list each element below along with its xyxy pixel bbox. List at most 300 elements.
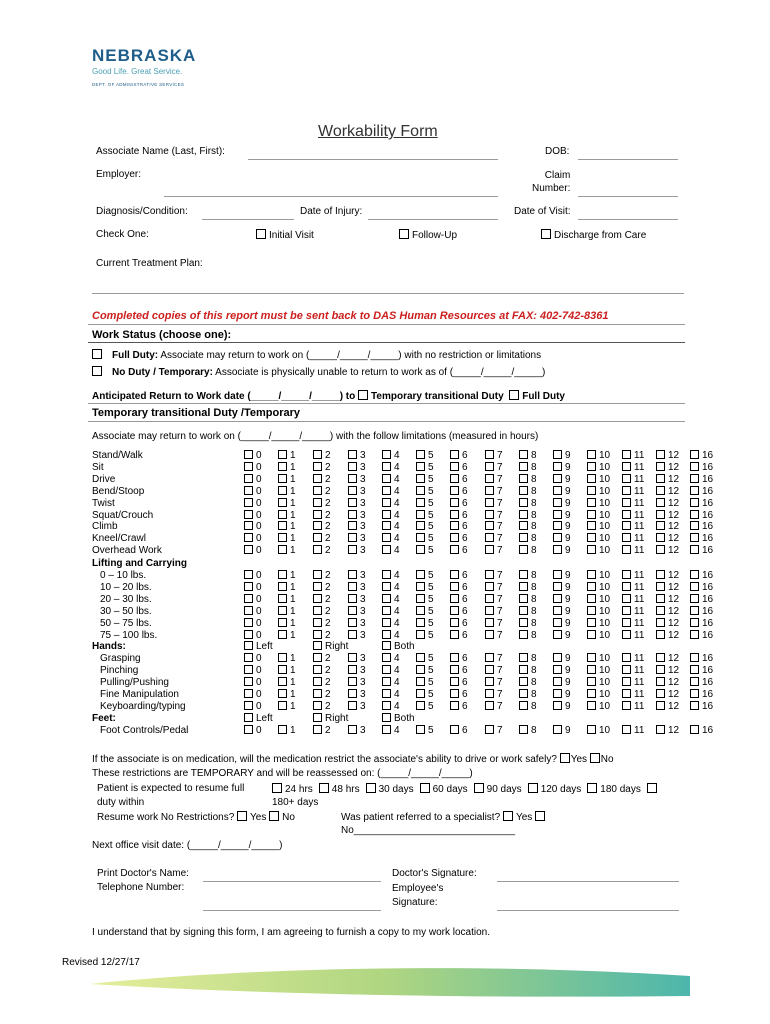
hands-4-checkbox-9[interactable]: [553, 701, 562, 710]
activity-7-checkbox-16[interactable]: [690, 533, 699, 542]
activity-7-checkbox-2[interactable]: [313, 533, 322, 542]
lifting-3-checkbox-9[interactable]: [553, 606, 562, 615]
lifting-5-checkbox-3[interactable]: [348, 630, 357, 639]
feet-0-checkbox-7[interactable]: [485, 725, 494, 734]
lifting-1-checkbox-16[interactable]: [690, 582, 699, 591]
hands-2-checkbox-9[interactable]: [553, 677, 562, 686]
activity-3-option-12[interactable]: [656, 486, 679, 497]
activity-7-option-8[interactable]: [519, 533, 537, 544]
hands-2-option-10[interactable]: [587, 677, 610, 688]
activity-8-option-4[interactable]: [382, 545, 400, 556]
hands-0-checkbox-1[interactable]: [278, 653, 287, 662]
hands-2-option-12[interactable]: [656, 677, 679, 688]
hands-1-option-2[interactable]: [313, 665, 331, 676]
lifting-0-checkbox-9[interactable]: [553, 570, 562, 579]
activity-2-option-11[interactable]: [622, 474, 644, 485]
lifting-4-option-1[interactable]: [278, 618, 296, 629]
activity-4-checkbox-3[interactable]: [348, 498, 357, 507]
activity-6-option-1[interactable]: [278, 521, 296, 532]
hands-0-checkbox-2[interactable]: [313, 653, 322, 662]
hands-0-option-8[interactable]: [519, 653, 537, 664]
hands-1-option-4[interactable]: [382, 665, 400, 676]
lifting-0-checkbox-4[interactable]: [382, 570, 391, 579]
lifting-4-option-2[interactable]: [313, 618, 331, 629]
activity-1-option-11[interactable]: [622, 462, 644, 473]
activity-6-option-8[interactable]: [519, 521, 537, 532]
activity-6-option-9[interactable]: [553, 521, 571, 532]
lifting-0-option-9[interactable]: [553, 570, 571, 581]
activity-1-option-4[interactable]: [382, 462, 400, 473]
activity-1-checkbox-16[interactable]: [690, 462, 699, 471]
activity-6-checkbox-3[interactable]: [348, 521, 357, 530]
activity-7-checkbox-6[interactable]: [450, 533, 459, 542]
activity-7-checkbox-5[interactable]: [416, 533, 425, 542]
duration-option-0[interactable]: [272, 784, 313, 795]
activity-1-checkbox-11[interactable]: [622, 462, 631, 471]
activity-8-checkbox-0[interactable]: [244, 545, 253, 554]
activity-0-option-4[interactable]: [382, 450, 400, 461]
lifting-4-option-8[interactable]: [519, 618, 537, 629]
activity-8-checkbox-11[interactable]: [622, 545, 631, 554]
hands-4-option-16[interactable]: [690, 701, 713, 712]
hands-right-checkbox[interactable]: [313, 641, 322, 650]
hands-left-option[interactable]: [244, 641, 273, 652]
hands-0-checkbox-9[interactable]: [553, 653, 562, 662]
activity-8-checkbox-12[interactable]: [656, 545, 665, 554]
hands-1-checkbox-5[interactable]: [416, 665, 425, 674]
lifting-0-checkbox-10[interactable]: [587, 570, 596, 579]
hands-0-checkbox-7[interactable]: [485, 653, 494, 662]
hands-1-option-11[interactable]: [622, 665, 644, 676]
feet-0-option-1[interactable]: [278, 725, 296, 736]
activity-3-checkbox-16[interactable]: [690, 486, 699, 495]
hands-4-checkbox-7[interactable]: [485, 701, 494, 710]
activity-4-checkbox-9[interactable]: [553, 498, 562, 507]
lifting-2-option-1[interactable]: [278, 594, 296, 605]
hands-1-checkbox-4[interactable]: [382, 665, 391, 674]
activity-7-option-7[interactable]: [485, 533, 503, 544]
activity-5-checkbox-10[interactable]: [587, 510, 596, 519]
activity-0-option-8[interactable]: [519, 450, 537, 461]
activity-1-checkbox-5[interactable]: [416, 462, 425, 471]
activity-5-option-2[interactable]: [313, 510, 331, 521]
print-name-line[interactable]: [203, 881, 381, 882]
hands-4-checkbox-5[interactable]: [416, 701, 425, 710]
hands-0-option-6[interactable]: [450, 653, 468, 664]
lifting-4-option-3[interactable]: [348, 618, 366, 629]
lifting-0-option-1[interactable]: [278, 570, 296, 581]
hands-4-checkbox-11[interactable]: [622, 701, 631, 710]
activity-5-option-9[interactable]: [553, 510, 571, 521]
lifting-3-checkbox-2[interactable]: [313, 606, 322, 615]
lifting-5-checkbox-7[interactable]: [485, 630, 494, 639]
activity-4-checkbox-10[interactable]: [587, 498, 596, 507]
activity-3-option-10[interactable]: [587, 486, 610, 497]
lifting-1-option-6[interactable]: [450, 582, 468, 593]
hands-1-checkbox-12[interactable]: [656, 665, 665, 674]
activity-0-checkbox-16[interactable]: [690, 450, 699, 459]
activity-3-checkbox-3[interactable]: [348, 486, 357, 495]
lifting-3-option-8[interactable]: [519, 606, 537, 617]
hands-4-option-11[interactable]: [622, 701, 644, 712]
activity-8-checkbox-4[interactable]: [382, 545, 391, 554]
feet-0-checkbox-12[interactable]: [656, 725, 665, 734]
hands-2-checkbox-10[interactable]: [587, 677, 596, 686]
hands-3-option-2[interactable]: [313, 689, 331, 700]
hands-4-option-3[interactable]: [348, 701, 366, 712]
activity-0-option-0[interactable]: [244, 450, 262, 461]
lifting-1-option-1[interactable]: [278, 582, 296, 593]
activity-5-option-3[interactable]: [348, 510, 366, 521]
feet-0-checkbox-6[interactable]: [450, 725, 459, 734]
activity-6-option-7[interactable]: [485, 521, 503, 532]
activity-3-checkbox-10[interactable]: [587, 486, 596, 495]
activity-2-checkbox-2[interactable]: [313, 474, 322, 483]
activity-3-option-7[interactable]: [485, 486, 503, 497]
hands-4-checkbox-12[interactable]: [656, 701, 665, 710]
lifting-1-checkbox-0[interactable]: [244, 582, 253, 591]
activity-4-checkbox-2[interactable]: [313, 498, 322, 507]
lifting-5-option-16[interactable]: [690, 630, 713, 641]
hands-3-option-1[interactable]: [278, 689, 296, 700]
lifting-1-checkbox-10[interactable]: [587, 582, 596, 591]
activity-0-checkbox-11[interactable]: [622, 450, 631, 459]
activity-7-option-12[interactable]: [656, 533, 679, 544]
hands-3-checkbox-7[interactable]: [485, 689, 494, 698]
activity-0-option-3[interactable]: [348, 450, 366, 461]
lifting-4-option-4[interactable]: [382, 618, 400, 629]
lifting-2-option-12[interactable]: [656, 594, 679, 605]
activity-6-checkbox-7[interactable]: [485, 521, 494, 530]
activity-8-checkbox-5[interactable]: [416, 545, 425, 554]
hands-4-checkbox-0[interactable]: [244, 701, 253, 710]
activity-3-checkbox-1[interactable]: [278, 486, 287, 495]
lifting-2-checkbox-1[interactable]: [278, 594, 287, 603]
activity-1-checkbox-12[interactable]: [656, 462, 665, 471]
duration-checkbox-extra[interactable]: [647, 783, 657, 793]
activity-7-option-5[interactable]: [416, 533, 434, 544]
lifting-5-checkbox-6[interactable]: [450, 630, 459, 639]
hands-2-option-3[interactable]: [348, 677, 366, 688]
hands-2-option-11[interactable]: [622, 677, 644, 688]
lifting-5-option-0[interactable]: [244, 630, 262, 641]
hands-both-option[interactable]: [382, 641, 415, 652]
lifting-4-checkbox-3[interactable]: [348, 618, 357, 627]
activity-2-option-12[interactable]: [656, 474, 679, 485]
feet-right-option[interactable]: [313, 713, 348, 724]
activity-6-checkbox-12[interactable]: [656, 521, 665, 530]
lifting-1-checkbox-8[interactable]: [519, 582, 528, 591]
activity-1-checkbox-6[interactable]: [450, 462, 459, 471]
activity-3-option-0[interactable]: [244, 486, 262, 497]
activity-6-checkbox-4[interactable]: [382, 521, 391, 530]
hands-0-option-1[interactable]: [278, 653, 296, 664]
hands-3-option-9[interactable]: [553, 689, 571, 700]
hands-3-option-6[interactable]: [450, 689, 468, 700]
activity-4-option-9[interactable]: [553, 498, 571, 509]
lifting-2-option-2[interactable]: [313, 594, 331, 605]
lifting-1-option-3[interactable]: [348, 582, 366, 593]
duration-checkbox[interactable]: [587, 783, 597, 793]
hands-4-option-9[interactable]: [553, 701, 571, 712]
activity-8-checkbox-2[interactable]: [313, 545, 322, 554]
lifting-2-checkbox-11[interactable]: [622, 594, 631, 603]
feet-0-option-12[interactable]: [656, 725, 679, 736]
lifting-4-option-12[interactable]: [656, 618, 679, 629]
lifting-3-checkbox-5[interactable]: [416, 606, 425, 615]
hands-right-option[interactable]: [313, 641, 348, 652]
activity-3-checkbox-2[interactable]: [313, 486, 322, 495]
hands-4-checkbox-16[interactable]: [690, 701, 699, 710]
activity-2-checkbox-0[interactable]: [244, 474, 253, 483]
hands-3-option-4[interactable]: [382, 689, 400, 700]
lifting-2-option-10[interactable]: [587, 594, 610, 605]
lifting-2-checkbox-9[interactable]: [553, 594, 562, 603]
activity-0-checkbox-2[interactable]: [313, 450, 322, 459]
medication-yes-checkbox[interactable]: [560, 753, 570, 763]
lifting-5-checkbox-8[interactable]: [519, 630, 528, 639]
activity-0-option-16[interactable]: [690, 450, 713, 461]
activity-2-option-16[interactable]: [690, 474, 713, 485]
hands-3-checkbox-12[interactable]: [656, 689, 665, 698]
hands-2-checkbox-6[interactable]: [450, 677, 459, 686]
hands-1-checkbox-7[interactable]: [485, 665, 494, 674]
activity-2-checkbox-7[interactable]: [485, 474, 494, 483]
lifting-3-checkbox-3[interactable]: [348, 606, 357, 615]
hands-0-checkbox-11[interactable]: [622, 653, 631, 662]
feet-0-option-9[interactable]: [553, 725, 571, 736]
hands-both-checkbox[interactable]: [382, 641, 391, 650]
duration-checkbox[interactable]: [474, 783, 484, 793]
hands-1-option-6[interactable]: [450, 665, 468, 676]
activity-6-checkbox-0[interactable]: [244, 521, 253, 530]
activity-5-option-16[interactable]: [690, 510, 713, 521]
lifting-1-option-0[interactable]: [244, 582, 262, 593]
activity-8-checkbox-3[interactable]: [348, 545, 357, 554]
lifting-4-option-7[interactable]: [485, 618, 503, 629]
activity-4-option-7[interactable]: [485, 498, 503, 509]
hands-2-option-7[interactable]: [485, 677, 503, 688]
activity-1-option-2[interactable]: [313, 462, 331, 473]
lifting-2-checkbox-3[interactable]: [348, 594, 357, 603]
hands-0-option-9[interactable]: [553, 653, 571, 664]
lifting-1-option-12[interactable]: [656, 582, 679, 593]
activity-5-checkbox-5[interactable]: [416, 510, 425, 519]
hands-2-option-0[interactable]: [244, 677, 262, 688]
lifting-3-option-9[interactable]: [553, 606, 571, 617]
hands-2-checkbox-8[interactable]: [519, 677, 528, 686]
activity-8-option-0[interactable]: [244, 545, 262, 556]
lifting-4-option-10[interactable]: [587, 618, 610, 629]
activity-5-checkbox-16[interactable]: [690, 510, 699, 519]
hands-1-checkbox-1[interactable]: [278, 665, 287, 674]
feet-right-checkbox[interactable]: [313, 713, 322, 722]
hands-0-checkbox-10[interactable]: [587, 653, 596, 662]
hands-1-checkbox-9[interactable]: [553, 665, 562, 674]
activity-7-option-11[interactable]: [622, 533, 644, 544]
activity-3-checkbox-9[interactable]: [553, 486, 562, 495]
activity-1-option-16[interactable]: [690, 462, 713, 473]
hands-1-option-3[interactable]: [348, 665, 366, 676]
hands-3-checkbox-6[interactable]: [450, 689, 459, 698]
lifting-4-option-5[interactable]: [416, 618, 434, 629]
activity-5-checkbox-7[interactable]: [485, 510, 494, 519]
activity-1-checkbox-4[interactable]: [382, 462, 391, 471]
activity-8-option-1[interactable]: [278, 545, 296, 556]
hands-4-option-5[interactable]: [416, 701, 434, 712]
medication-no-checkbox[interactable]: [590, 753, 600, 763]
activity-6-option-6[interactable]: [450, 521, 468, 532]
activity-4-checkbox-0[interactable]: [244, 498, 253, 507]
activity-0-option-12[interactable]: [656, 450, 679, 461]
lifting-0-option-12[interactable]: [656, 570, 679, 581]
lifting-4-checkbox-12[interactable]: [656, 618, 665, 627]
lifting-2-checkbox-5[interactable]: [416, 594, 425, 603]
activity-0-option-9[interactable]: [553, 450, 571, 461]
activity-0-option-7[interactable]: [485, 450, 503, 461]
lifting-5-option-2[interactable]: [313, 630, 331, 641]
lifting-3-checkbox-4[interactable]: [382, 606, 391, 615]
lifting-4-checkbox-9[interactable]: [553, 618, 562, 627]
feet-both-checkbox[interactable]: [382, 713, 391, 722]
feet-0-checkbox-2[interactable]: [313, 725, 322, 734]
duration-option-2[interactable]: [366, 784, 414, 795]
activity-8-option-11[interactable]: [622, 545, 644, 556]
activity-1-option-3[interactable]: [348, 462, 366, 473]
lifting-5-checkbox-16[interactable]: [690, 630, 699, 639]
hands-2-checkbox-16[interactable]: [690, 677, 699, 686]
lifting-5-checkbox-4[interactable]: [382, 630, 391, 639]
feet-0-option-4[interactable]: [382, 725, 400, 736]
lifting-0-option-0[interactable]: [244, 570, 262, 581]
lifting-2-option-5[interactable]: [416, 594, 434, 605]
hands-4-checkbox-2[interactable]: [313, 701, 322, 710]
activity-2-option-4[interactable]: [382, 474, 400, 485]
activity-4-checkbox-6[interactable]: [450, 498, 459, 507]
activity-5-checkbox-6[interactable]: [450, 510, 459, 519]
lifting-0-option-16[interactable]: [690, 570, 713, 581]
activity-3-option-9[interactable]: [553, 486, 571, 497]
activity-5-checkbox-12[interactable]: [656, 510, 665, 519]
activity-5-option-1[interactable]: [278, 510, 296, 521]
activity-4-option-12[interactable]: [656, 498, 679, 509]
duration-checkbox[interactable]: [319, 783, 329, 793]
activity-1-option-0[interactable]: [244, 462, 262, 473]
lifting-0-checkbox-12[interactable]: [656, 570, 665, 579]
activity-0-checkbox-7[interactable]: [485, 450, 494, 459]
lifting-4-checkbox-16[interactable]: [690, 618, 699, 627]
lifting-1-checkbox-3[interactable]: [348, 582, 357, 591]
lifting-5-option-11[interactable]: [622, 630, 644, 641]
lifting-3-checkbox-8[interactable]: [519, 606, 528, 615]
telephone-line[interactable]: [203, 910, 381, 911]
lifting-0-option-6[interactable]: [450, 570, 468, 581]
activity-5-option-4[interactable]: [382, 510, 400, 521]
activity-5-option-0[interactable]: [244, 510, 262, 521]
lifting-1-option-16[interactable]: [690, 582, 713, 593]
lifting-4-option-11[interactable]: [622, 618, 644, 629]
activity-7-checkbox-8[interactable]: [519, 533, 528, 542]
activity-2-checkbox-16[interactable]: [690, 474, 699, 483]
activity-3-checkbox-8[interactable]: [519, 486, 528, 495]
activity-0-checkbox-3[interactable]: [348, 450, 357, 459]
activity-7-checkbox-0[interactable]: [244, 533, 253, 542]
hands-4-option-4[interactable]: [382, 701, 400, 712]
hands-1-checkbox-3[interactable]: [348, 665, 357, 674]
activity-4-option-11[interactable]: [622, 498, 644, 509]
lifting-0-option-5[interactable]: [416, 570, 434, 581]
activity-7-option-2[interactable]: [313, 533, 331, 544]
activity-8-checkbox-8[interactable]: [519, 545, 528, 554]
activity-8-option-2[interactable]: [313, 545, 331, 556]
lifting-2-checkbox-10[interactable]: [587, 594, 596, 603]
activity-0-checkbox-10[interactable]: [587, 450, 596, 459]
activity-1-checkbox-8[interactable]: [519, 462, 528, 471]
activity-4-checkbox-4[interactable]: [382, 498, 391, 507]
hands-2-checkbox-12[interactable]: [656, 677, 665, 686]
activity-1-checkbox-3[interactable]: [348, 462, 357, 471]
activity-7-checkbox-3[interactable]: [348, 533, 357, 542]
lifting-3-option-10[interactable]: [587, 606, 610, 617]
lifting-0-checkbox-5[interactable]: [416, 570, 425, 579]
feet-0-option-3[interactable]: [348, 725, 366, 736]
hands-3-option-7[interactable]: [485, 689, 503, 700]
lifting-4-checkbox-6[interactable]: [450, 618, 459, 627]
lifting-0-option-10[interactable]: [587, 570, 610, 581]
lifting-0-option-3[interactable]: [348, 570, 366, 581]
lifting-3-option-3[interactable]: [348, 606, 366, 617]
lifting-0-checkbox-8[interactable]: [519, 570, 528, 579]
lifting-3-checkbox-7[interactable]: [485, 606, 494, 615]
hands-4-option-6[interactable]: [450, 701, 468, 712]
activity-2-option-7[interactable]: [485, 474, 503, 485]
lifting-1-checkbox-2[interactable]: [313, 582, 322, 591]
activity-8-option-5[interactable]: [416, 545, 434, 556]
feet-both-option[interactable]: [382, 713, 415, 724]
lifting-5-option-3[interactable]: [348, 630, 366, 641]
hands-1-option-0[interactable]: [244, 665, 262, 676]
hands-2-option-6[interactable]: [450, 677, 468, 688]
lifting-1-option-11[interactable]: [622, 582, 644, 593]
activity-7-option-1[interactable]: [278, 533, 296, 544]
activity-0-option-6[interactable]: [450, 450, 468, 461]
activity-2-checkbox-9[interactable]: [553, 474, 562, 483]
lifting-4-checkbox-0[interactable]: [244, 618, 253, 627]
hands-1-option-12[interactable]: [656, 665, 679, 676]
activity-6-checkbox-6[interactable]: [450, 521, 459, 530]
activity-5-checkbox-11[interactable]: [622, 510, 631, 519]
lifting-2-checkbox-8[interactable]: [519, 594, 528, 603]
hands-2-checkbox-0[interactable]: [244, 677, 253, 686]
activity-1-checkbox-1[interactable]: [278, 462, 287, 471]
hands-0-option-3[interactable]: [348, 653, 366, 664]
activity-3-option-1[interactable]: [278, 486, 296, 497]
hands-3-checkbox-3[interactable]: [348, 689, 357, 698]
feet-0-option-5[interactable]: [416, 725, 434, 736]
duration-option-1[interactable]: [319, 784, 360, 795]
activity-8-option-9[interactable]: [553, 545, 571, 556]
activity-8-option-16[interactable]: [690, 545, 713, 556]
hands-0-option-2[interactable]: [313, 653, 331, 664]
activity-5-option-8[interactable]: [519, 510, 537, 521]
activity-6-checkbox-16[interactable]: [690, 521, 699, 530]
activity-3-checkbox-11[interactable]: [622, 486, 631, 495]
hands-4-checkbox-8[interactable]: [519, 701, 528, 710]
activity-6-option-5[interactable]: [416, 521, 434, 532]
hands-3-checkbox-0[interactable]: [244, 689, 253, 698]
lifting-0-checkbox-2[interactable]: [313, 570, 322, 579]
specialist-yes-checkbox[interactable]: [503, 811, 513, 821]
